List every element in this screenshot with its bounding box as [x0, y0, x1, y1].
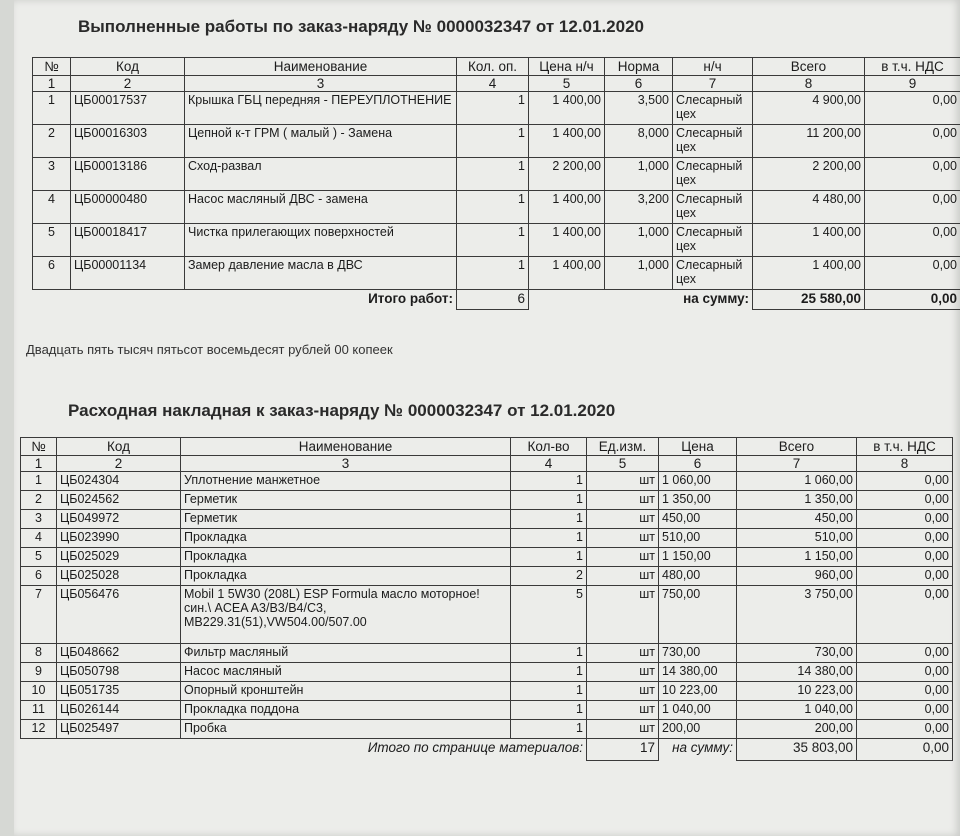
item-price: 480,00	[659, 567, 737, 586]
item-qty: 1	[511, 529, 587, 548]
column-number: 7	[673, 76, 753, 92]
item-shop: Слесарный цех	[673, 257, 753, 290]
row-number: 6	[21, 567, 57, 586]
item-unit: шт	[587, 644, 659, 663]
works-header-row	[33, 58, 960, 76]
item-name: Насос масляный ДВС - замена	[185, 191, 457, 224]
item-vat: 0,00	[857, 720, 953, 739]
item-vat: 0,00	[865, 158, 960, 191]
item-vat: 0,00	[857, 472, 953, 491]
column-number: 5	[529, 76, 605, 92]
item-vat: 0,00	[865, 191, 960, 224]
works-header-cell: Кол. оп.	[457, 58, 529, 76]
item-unit: шт	[587, 586, 659, 644]
works-header-cell: н/ч	[673, 58, 753, 76]
works-header-cell: Код	[71, 58, 185, 76]
item-unit: шт	[587, 567, 659, 586]
item-code: ЦБ00013186	[71, 158, 185, 191]
invoice-table-row	[21, 644, 953, 663]
item-total: 11 200,00	[753, 125, 865, 158]
item-qty: 5	[511, 586, 587, 644]
row-number: 9	[21, 663, 57, 682]
item-code: ЦБ024304	[57, 472, 181, 491]
invoice-header-cell: Кол-во	[511, 438, 587, 456]
row-number: 11	[21, 701, 57, 720]
works-header-cell: Наименование	[185, 58, 457, 76]
works-header-cell: Норма	[605, 58, 673, 76]
invoice-total-row	[21, 739, 953, 761]
item-price: 200,00	[659, 720, 737, 739]
item-vat: 0,00	[857, 529, 953, 548]
item-total: 1 400,00	[753, 257, 865, 290]
item-name: Пробка	[181, 720, 511, 739]
item-price: 450,00	[659, 510, 737, 529]
item-qty: 1	[511, 701, 587, 720]
row-number: 3	[33, 158, 71, 191]
item-vat: 0,00	[857, 682, 953, 701]
item-qty: 1	[511, 663, 587, 682]
item-code: ЦБ025029	[57, 548, 181, 567]
works-table-row	[33, 224, 960, 257]
item-price: 1 040,00	[659, 701, 737, 720]
item-qty: 1	[511, 682, 587, 701]
invoice-total-qty: 17	[587, 739, 659, 761]
invoice-title: Расходная накладная к заказ-наряду № 0000032347 от 12.01.2020	[68, 401, 616, 420]
column-number: 1	[33, 76, 71, 92]
item-total: 1 350,00	[737, 491, 857, 510]
item-total: 960,00	[737, 567, 857, 586]
item-vat: 0,00	[865, 224, 960, 257]
works-sum-label: на сумму:	[683, 291, 749, 306]
works-header-cell: Всего	[753, 58, 865, 76]
column-number: 7	[737, 456, 857, 472]
works-title: Выполненные работы по заказ-наряду № 0000032347 от 12.01.2020	[78, 17, 644, 36]
item-total: 1 060,00	[737, 472, 857, 491]
invoice-header-row	[21, 438, 953, 456]
item-name: Фильтр масляный	[181, 644, 511, 663]
item-qty: 1	[457, 257, 529, 290]
item-total: 1 150,00	[737, 548, 857, 567]
item-total: 4 480,00	[753, 191, 865, 224]
item-code: ЦБ024562	[57, 491, 181, 510]
row-number: 2	[33, 125, 71, 158]
item-unit: шт	[587, 472, 659, 491]
item-price: 1 400,00	[529, 191, 605, 224]
item-price: 730,00	[659, 644, 737, 663]
row-number: 3	[21, 510, 57, 529]
item-qty: 1	[511, 644, 587, 663]
invoice-table-row	[21, 529, 953, 548]
column-number: 8	[753, 76, 865, 92]
works-sum-vat: 0,00	[865, 290, 960, 310]
item-name: Mobil 1 5W30 (208L) ESP Formula масло моторное! син.\ ACEA A3/B3/B4/C3, MB229.31(51),VW504.00/507.00	[181, 586, 511, 644]
item-price: 14 380,00	[659, 663, 737, 682]
column-number: 6	[605, 76, 673, 92]
item-name: Насос масляный	[181, 663, 511, 682]
item-total: 730,00	[737, 644, 857, 663]
item-code: ЦБ023990	[57, 529, 181, 548]
item-qty: 1	[457, 191, 529, 224]
works-total-qty: 6	[457, 290, 529, 310]
item-code: ЦБ00000480	[71, 191, 185, 224]
item-vat: 0,00	[857, 548, 953, 567]
row-number: 5	[21, 548, 57, 567]
item-vat: 0,00	[857, 701, 953, 720]
item-total: 1 400,00	[753, 224, 865, 257]
works-sum-total: 25 580,00	[753, 290, 865, 310]
item-code: ЦБ050798	[57, 663, 181, 682]
item-shop: Слесарный цех	[673, 191, 753, 224]
item-unit: шт	[587, 548, 659, 567]
item-name: Замер давление масла в ДВС	[185, 257, 457, 290]
works-total-row	[33, 290, 960, 310]
item-vat: 0,00	[857, 586, 953, 644]
column-number: 5	[587, 456, 659, 472]
item-name: Опорный кронштейн	[181, 682, 511, 701]
invoice-table-row	[21, 567, 953, 586]
invoice-table-row	[21, 491, 953, 510]
invoice-table-row	[21, 720, 953, 739]
item-price: 1 400,00	[529, 125, 605, 158]
item-qty: 1	[457, 224, 529, 257]
column-number: 9	[865, 76, 960, 92]
invoice-table-row	[21, 682, 953, 701]
row-number: 1	[33, 92, 71, 125]
item-code: ЦБ049972	[57, 510, 181, 529]
item-vat: 0,00	[857, 644, 953, 663]
item-qty: 1	[457, 158, 529, 191]
item-price: 510,00	[659, 529, 737, 548]
item-vat: 0,00	[857, 567, 953, 586]
item-total: 1 040,00	[737, 701, 857, 720]
works-table	[32, 57, 960, 310]
item-name: Прокладка поддона	[181, 701, 511, 720]
column-number: 3	[185, 76, 457, 92]
works-total-label: Итого работ:	[368, 291, 453, 306]
row-number: 4	[33, 191, 71, 224]
item-code: ЦБ00017537	[71, 92, 185, 125]
item-vat: 0,00	[865, 125, 960, 158]
works-column-number-row	[33, 76, 960, 92]
item-qty: 1	[511, 720, 587, 739]
item-qty: 1	[511, 510, 587, 529]
row-number: 6	[33, 257, 71, 290]
invoice-column-number-row	[21, 456, 953, 472]
works-table-row	[33, 257, 960, 290]
column-number: 6	[659, 456, 737, 472]
item-vat: 0,00	[865, 92, 960, 125]
invoice-sum-vat: 0,00	[857, 739, 953, 761]
item-unit: шт	[587, 682, 659, 701]
invoice-header-cell: Ед.изм.	[587, 438, 659, 456]
item-vat: 0,00	[857, 663, 953, 682]
item-code: ЦБ025497	[57, 720, 181, 739]
item-shop: Слесарный цех	[673, 125, 753, 158]
item-name: Крышка ГБЦ передняя - ПЕРЕУПЛОТНЕНИЕ	[185, 92, 457, 125]
works-table-row	[33, 125, 960, 158]
item-price: 1 060,00	[659, 472, 737, 491]
item-unit: шт	[587, 720, 659, 739]
item-code: ЦБ00018417	[71, 224, 185, 257]
row-number: 7	[21, 586, 57, 644]
column-number: 4	[457, 76, 529, 92]
invoice-total-label: Итого по странице материалов:	[367, 740, 583, 755]
item-vat: 0,00	[857, 510, 953, 529]
item-shop: Слесарный цех	[673, 92, 753, 125]
works-amount-in-words: Двадцать пять тысяч пятьсот восемьдесят рублей 00 копеек	[26, 342, 393, 357]
invoice-sum-label: на сумму:	[672, 740, 733, 755]
document-sheet	[14, 0, 960, 836]
item-norm: 3,500	[605, 92, 673, 125]
row-number: 10	[21, 682, 57, 701]
item-code: ЦБ056476	[57, 586, 181, 644]
invoice-table-row	[21, 586, 953, 644]
item-name: Прокладка	[181, 548, 511, 567]
column-number: 3	[181, 456, 511, 472]
item-qty: 1	[511, 491, 587, 510]
works-table-row	[33, 92, 960, 125]
item-name: Цепной к-т ГРМ ( малый ) - Замена	[185, 125, 457, 158]
item-qty: 1	[457, 92, 529, 125]
row-number: 4	[21, 529, 57, 548]
item-name: Прокладка	[181, 529, 511, 548]
column-number: 4	[511, 456, 587, 472]
item-qty: 1	[511, 548, 587, 567]
item-qty: 1	[511, 472, 587, 491]
works-header-cell: №	[33, 58, 71, 76]
invoice-header-cell: Всего	[737, 438, 857, 456]
invoice-table-row	[21, 472, 953, 491]
item-unit: шт	[587, 701, 659, 720]
column-number: 2	[71, 76, 185, 92]
invoice-header-cell: Код	[57, 438, 181, 456]
item-price: 10 223,00	[659, 682, 737, 701]
item-norm: 1,000	[605, 224, 673, 257]
item-total: 3 750,00	[737, 586, 857, 644]
item-norm: 1,000	[605, 158, 673, 191]
item-price: 1 350,00	[659, 491, 737, 510]
item-shop: Слесарный цех	[673, 158, 753, 191]
invoice-table-row	[21, 701, 953, 720]
item-price: 1 400,00	[529, 92, 605, 125]
item-code: ЦБ051735	[57, 682, 181, 701]
item-total: 510,00	[737, 529, 857, 548]
invoice-sum-total: 35 803,00	[737, 739, 857, 761]
works-header-cell: Цена н/ч	[529, 58, 605, 76]
item-code: ЦБ025028	[57, 567, 181, 586]
column-number: 1	[21, 456, 57, 472]
item-name: Прокладка	[181, 567, 511, 586]
item-name: Уплотнение манжетное	[181, 472, 511, 491]
column-number: 8	[857, 456, 953, 472]
item-unit: шт	[587, 663, 659, 682]
item-unit: шт	[587, 491, 659, 510]
item-total: 10 223,00	[737, 682, 857, 701]
invoice-header-cell: №	[21, 438, 57, 456]
item-unit: шт	[587, 510, 659, 529]
item-price: 2 200,00	[529, 158, 605, 191]
row-number: 5	[33, 224, 71, 257]
item-qty: 2	[511, 567, 587, 586]
item-name: Сход-развал	[185, 158, 457, 191]
works-header-cell: в т.ч. НДС	[865, 58, 960, 76]
item-vat: 0,00	[857, 491, 953, 510]
item-price: 1 400,00	[529, 224, 605, 257]
item-unit: шт	[587, 529, 659, 548]
row-number: 12	[21, 720, 57, 739]
row-number: 1	[21, 472, 57, 491]
works-table-row	[33, 158, 960, 191]
item-code: ЦБ00001134	[71, 257, 185, 290]
invoice-header-cell: в т.ч. НДС	[857, 438, 953, 456]
item-code: ЦБ00016303	[71, 125, 185, 158]
item-vat: 0,00	[865, 257, 960, 290]
item-total: 2 200,00	[753, 158, 865, 191]
item-qty: 1	[457, 125, 529, 158]
item-norm: 1,000	[605, 257, 673, 290]
invoice-header-cell: Наименование	[181, 438, 511, 456]
item-name: Чистка прилегающих поверхностей	[185, 224, 457, 257]
item-code: ЦБ048662	[57, 644, 181, 663]
works-table-row	[33, 191, 960, 224]
item-code: ЦБ026144	[57, 701, 181, 720]
row-number: 2	[21, 491, 57, 510]
item-total: 14 380,00	[737, 663, 857, 682]
row-number: 8	[21, 644, 57, 663]
item-norm: 8,000	[605, 125, 673, 158]
item-total: 450,00	[737, 510, 857, 529]
item-total: 200,00	[737, 720, 857, 739]
item-shop: Слесарный цех	[673, 224, 753, 257]
item-price: 1 150,00	[659, 548, 737, 567]
column-number: 2	[57, 456, 181, 472]
invoice-table-row	[21, 548, 953, 567]
invoice-table	[20, 437, 953, 761]
invoice-table-row	[21, 510, 953, 529]
item-name: Герметик	[181, 510, 511, 529]
item-price: 1 400,00	[529, 257, 605, 290]
item-name: Герметик	[181, 491, 511, 510]
invoice-header-cell: Цена	[659, 438, 737, 456]
item-total: 4 900,00	[753, 92, 865, 125]
item-norm: 3,200	[605, 191, 673, 224]
item-price: 750,00	[659, 586, 737, 644]
invoice-table-row	[21, 663, 953, 682]
